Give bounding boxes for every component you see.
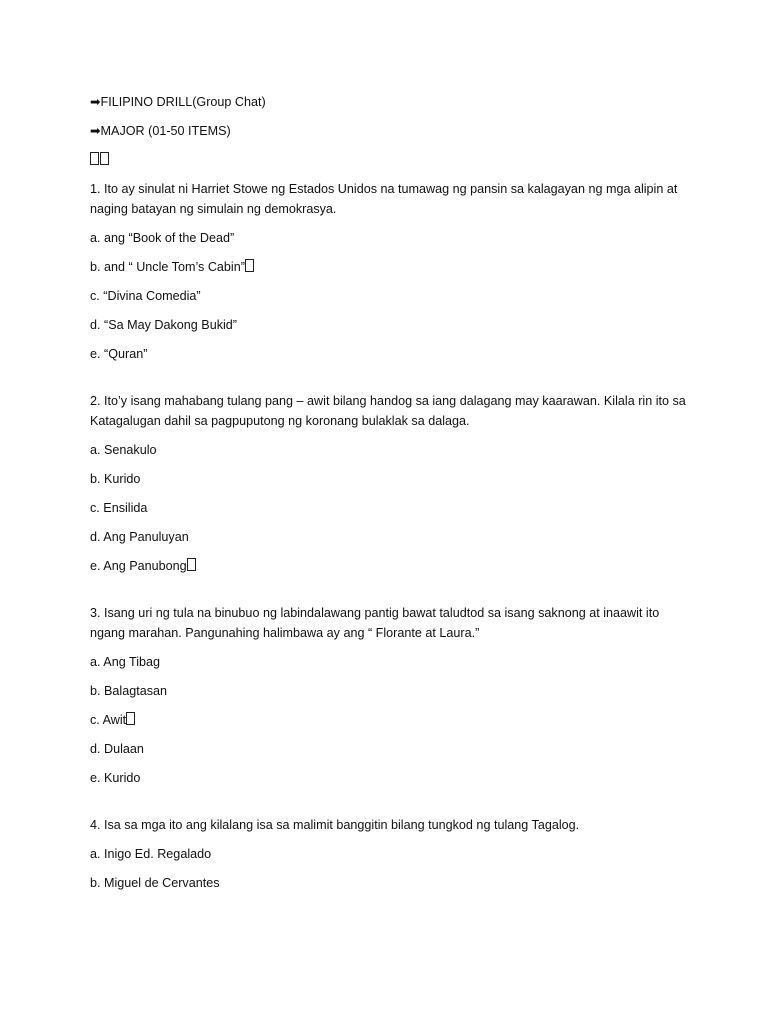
missing-glyph-icon [100, 152, 109, 165]
answer-choice-label: a. Ang Tibag [90, 655, 161, 669]
answer-choice-label: e. “Quran” [90, 347, 148, 361]
answer-choice [90, 710, 690, 730]
question-block [90, 391, 690, 576]
question-text: 4. Isa sa mga ito ang kilalang isa sa malimit banggitin bilang tungkod ng tulang Tagalog. [90, 818, 580, 832]
answer-choice [90, 257, 690, 277]
answer-choice-label: a. ang “Book of the Dead” [90, 231, 235, 245]
answer-choice-label: d. “Sa May Dakong Bukid” [90, 318, 237, 332]
answer-choice [90, 469, 690, 489]
question-block [90, 179, 690, 364]
answer-choice [90, 556, 690, 576]
header-line-1: ➡FILIPINO DRILL(Group Chat) [90, 95, 266, 109]
question-block [90, 815, 690, 893]
answer-choice-label: c. Ensilida [90, 501, 148, 515]
answer-choice-label: e. Ang Panubong [90, 559, 187, 573]
answer-choice-label: d. Dulaan [90, 742, 144, 756]
answer-choice-label: b. and “ Uncle Tom’s Cabin” [90, 260, 245, 274]
question-text: 2. Ito’y isang mahabang tulang pang – awit bilang handog sa iang dalagang may kaarawan. Kilala rin ito sa Katagalugan dahil sa pagpuputong ng koronang bulaklak sa dalaga. [90, 394, 686, 428]
answer-choice-label: a. Inigo Ed. Regalado [90, 847, 212, 861]
answer-choice-label: b. Balagtasan [90, 684, 168, 698]
question-text: 1. Ito ay sinulat ni Harriet Stowe ng Estados Unidos na tumawag ng pansin sa kalagayan ng mga alipin at naging batayan ng simulain ng demokrasya. [90, 182, 678, 216]
document-page [90, 92, 690, 920]
answer-choice [90, 228, 690, 248]
answer-choice-label: b. Miguel de Cervantes [90, 876, 220, 890]
answer-choice-label: a. Senakulo [90, 443, 157, 457]
answer-choice-label: c. Awit [90, 713, 127, 727]
answer-choice [90, 315, 690, 335]
answer-choice [90, 681, 690, 701]
answer-choice [90, 440, 690, 460]
answer-choice [90, 873, 690, 893]
answer-choice-label: e. Kurido [90, 771, 141, 785]
answer-choice [90, 652, 690, 672]
answer-choice-label: d. Ang Panuluyan [90, 530, 189, 544]
answer-mark-icon [187, 558, 196, 571]
missing-glyph-icon [90, 152, 99, 165]
answer-choice-label: c. “Divina Comedia” [90, 289, 201, 303]
answer-mark-icon [126, 712, 135, 725]
answer-choice-label: b. Kurido [90, 472, 141, 486]
answer-choice [90, 739, 690, 759]
answer-mark-icon [245, 259, 254, 272]
header-line-2: ➡MAJOR (01-50 ITEMS) [90, 124, 231, 138]
answer-choice [90, 768, 690, 788]
answer-choice [90, 344, 690, 364]
question-block [90, 603, 690, 788]
answer-choice [90, 527, 690, 547]
answer-choice [90, 844, 690, 864]
answer-choice [90, 498, 690, 518]
answer-choice [90, 286, 690, 306]
emoji-placeholder [90, 150, 690, 170]
questions-list [90, 179, 690, 893]
question-text: 3. Isang uri ng tula na binubuo ng labindalawang pantig bawat taludtod sa isang saknong at inaawit ito ngang marahan. Pangunahing halimbawa ay ang “ Florante at Laura.” [90, 606, 660, 640]
